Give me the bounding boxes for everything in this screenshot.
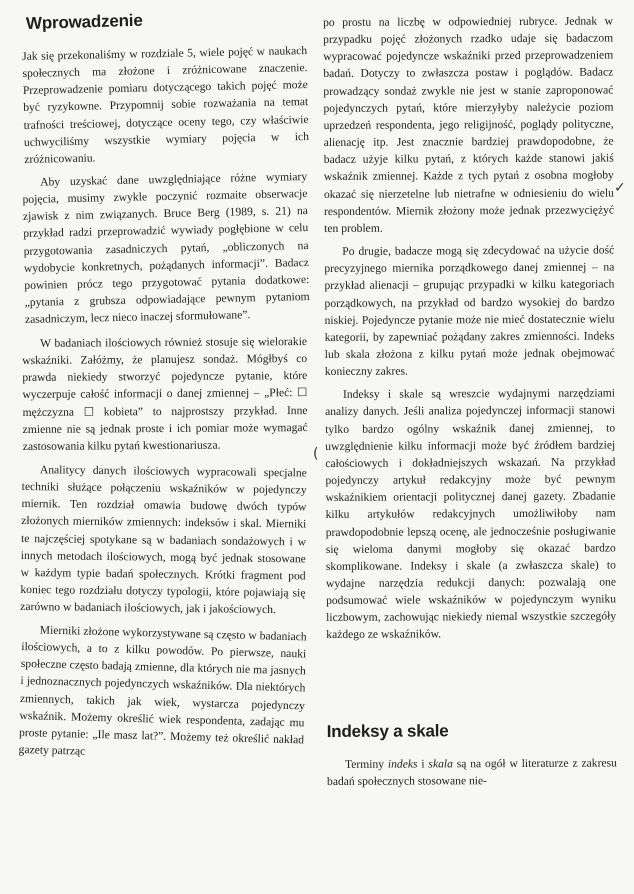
right-column — [323, 12, 617, 795]
text-fragment: i — [417, 757, 429, 771]
margin-bracket-mark: ( — [313, 446, 319, 462]
paragraph: W badaniach ilościowych również stosuje się wielorakie wskaźniki. Załóżmy, że planujesz sondaż. Mógłbyś co prawda niekiedy stworzyć pojedyncze pytanie, które wyczerpuje całość informacji o danej zmiennej – „Płeć: ☐ mężczyzna ☐ kobieta” to najprostszy przykład. Inne zmienne nie są jednak proste i ich pomiar może wymagać zastosowania kilku pytań kwestionariusza. — [22, 334, 308, 453]
term-scale: skala — [428, 756, 453, 771]
section-heading-introduction: Wprowadzenie — [25, 10, 143, 33]
paragraph: Aby uzyskać dane uwzględniające różne wymiary pojęcia, musimy zwykle poczynić rozmaite obserwacje zjawisk z nim związanych. Bruce Berg (1989, s. 21) na przykład radzi przeprowadzić wywiady pogłębione w celu przygotowania zasadniczych pytań, „obliczonych na wydobycie konkretnych, pożądanych informacji”. Badacz powinien prócz tego przygotować pytania dodatkowe: „pytania z grubsza odpowiadające pewnym pytaniom zasadniczym, lecz nieco inaczej sformułowane”. — [22, 170, 310, 327]
paragraph-terms — [327, 754, 617, 790]
term-index: indeks — [387, 757, 418, 771]
section-heading-indexes-and-scales: Indeksy a skale — [326, 720, 449, 741]
paragraph: Mierniki złożone wykorzystywane są często w badaniach ilościowych, a to z kilku powodów. Po pierwsze, nauki społeczne często badają zmienne, dla których nie ma jasnych i jednoznacznych pojedynczych wskaźników. Dla niektórych zmiennych, takich jak wiek, wystarcza pojedynczy wskaźnik. Możemy określić wiek respondenta, zadając mu proste pytanie: „Ile masz lat?”. Możemy też określić nakład gazety patrząc — [18, 623, 307, 758]
paragraph: Po drugie, badacze mogą się zdecydować na użycie dość precyzyjnego miernika porządkowego danej zmiennej – na przykład alienacji – grupując przypadki w kilku kategoriach porządkowych, na przykład od bardzo wysokiej do bardzo niskiej. Pojedyncze pytanie może nie mieć dostatecznie wielu kategorii, by zapewniać pożądany zakres zmienności. Indeks lub skala złożona z kilku pytań może jednak obejmować konieczny zakres. — [324, 243, 615, 379]
paragraph: Analitycy danych ilościowych wypracowali specjalne techniki służące połączeniu wskaźników w pojedynczy miernik. Ten rozdział omawia budowę dwóch typów złożonych mierników zmiennych: indeksów i skal. Mierniki te najczęściej spotykane są w badaniach sondażowych i w innych metodach ilościowych, mogą być jednak stosowane w każdym typie badań społecznych. Krótki fragment pod koniec tego rozdziału dotyczy typologii, które pojawiają się zarówno w badaniach ilościowych, jak i jakościowych. — [20, 462, 307, 616]
text-fragment: są na ogół w literaturze z zakresu badań społecznych stosowane nie- — [326, 756, 617, 788]
text-fragment: Terminy — [344, 757, 388, 771]
left-column — [18, 10, 310, 764]
paragraph: Jak się przekonaliśmy w rozdziale 5, wiele pojęć w naukach społecznych ma złożone i zróżnicowane znaczenie. Przeprowadzenie pomiaru dotyczącego takich pojęć może być ryzykowne. Przypomnij sobie rozważania na temat trafności treściowej, dotyczące oceny tego, czy właściwie uchwyciliśmy wszystkie wymiary pojęcia w ich zróżnicowaniu. — [22, 44, 310, 166]
paragraph: po prostu na liczbę w odpowiedniej rubryce. Jednak w przypadku pojęć złożonych rzadko udaje się badaczom wypracować pojedyncze wskaźniki przed przeprowadzeniem badań. Dotyczy to zwłaszcza postaw i poglądów. Badacz prowadzący sondaż zwykle nie jest w stanie zaproponować pojedynczych pytań, które mierzyłyby należycie poziom uprzedzeń respondenta, jego religijność, poglądy polityczne, alienację itp. Jest znacznie bardziej prawdopodobne, że badacz użyje kilku pytań, z których każde stanowi jakiś wskaźnik zmiennej. Każde z tych pytań z osobna mogłoby okazać się nierzetelne lub nietrafne w odniesieniu do wielu respondentów. Miernik złożony może jednak przezwyciężyć ten problem. — [323, 14, 615, 235]
margin-pencil-mark: ✓ — [614, 180, 626, 196]
paragraph: Indeksy i skale są wreszcie wydajnymi narzędziami analizy danych. Jeśli analiza pojedynczej informacji stanowi tylko bardzo ogólny wskaźnik danej zmiennej, to uwzględnienie kilku informacji może być źródłem bardziej całościowych i dokładniejszych wskazań. Na przykład pojedynczy artykuł redakcyjny może być pewnym wskaźnikiem orientacji politycznej danej gazety. Zbadanie kilku artykułów redakcyjnych umożliwiłoby nam prawdopodobnie lepszą ocenę, ale jednocześnie posługiwanie się wieloma danymi mogłoby się okazać bardzo skomplikowane. Indeksy i skale (a zwłaszcza skale) to wydajne narzędzia redukcji danych: pozwalają one podsumować wiele wskaźników w pojedynczym wyniku liczbowym, zachowując niekiedy niemal wszystkie szczegóły każdego ze wskaźników. — [325, 386, 617, 642]
